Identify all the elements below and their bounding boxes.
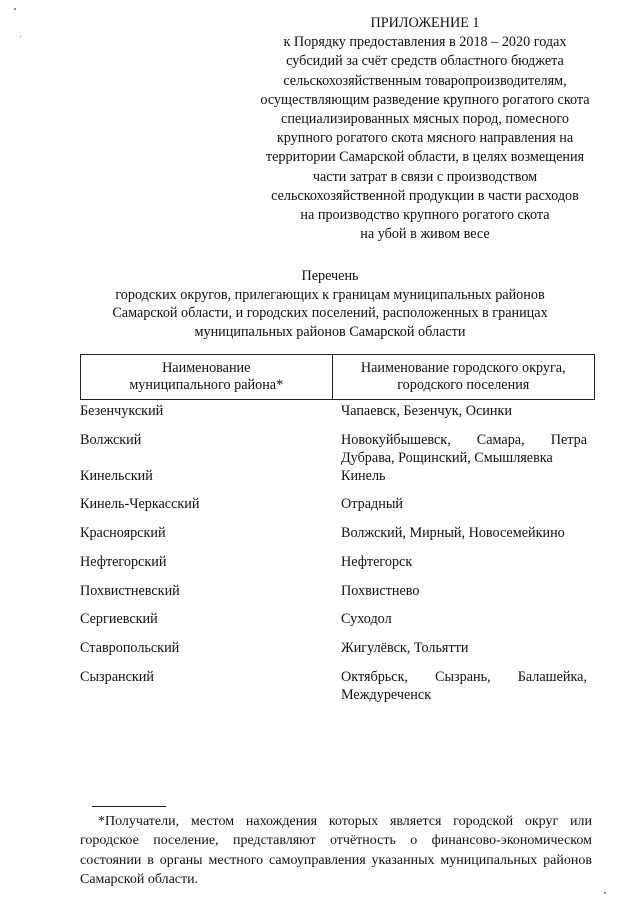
district-name: Кинель-Черкасский	[80, 496, 200, 512]
footnote-divider	[92, 806, 166, 807]
appendix-line: сельскохозяйственной продукции в части расходов	[271, 187, 579, 204]
list-subtitle-line: Самарской области, и городских поселений, расположенных в границах	[112, 305, 548, 322]
district-name: Кинельский	[80, 468, 153, 484]
appendix-line: сельскохозяйственным товаропроизводителям,	[283, 72, 567, 89]
district-name: Сергиевский	[80, 611, 158, 627]
header-settlement-column: Наименование городского округа, городского поселения	[360, 359, 566, 393]
districts-table	[80, 354, 595, 704]
scan-speck	[20, 36, 21, 37]
settlement-names: Отрадный	[341, 496, 403, 512]
appendix-line: части затрат в связи с производством	[312, 168, 538, 185]
footnote: *Получатели, местом нахождения которых является городской округ или городское поселение, представляют отчётность о финансово-экономическом состоянии в органы местного самоуправления указанных муниципальных районов Самарской области.	[80, 814, 592, 888]
settlement-names: Кинель	[341, 468, 386, 484]
district-name: Волжский	[80, 432, 142, 448]
settlement-names: Октябрьск, Сызрань, Балашейка, Междуреченск	[341, 669, 587, 704]
appendix-line: к Порядку предоставления в 2018 – 2020 годах	[283, 34, 567, 51]
appendix-line: на производство крупного рогатого скота	[300, 207, 550, 224]
appendix-header	[230, 14, 620, 244]
settlement-names: Жигулёвск, Тольятти	[341, 640, 469, 656]
list-heading	[60, 267, 600, 341]
settlement-names: Суходол	[341, 611, 392, 627]
appendix-line: на убой в живом весе	[360, 226, 490, 243]
appendix-line: субсидий за счёт средств областного бюджета	[286, 53, 564, 70]
settlement-names: Нефтегорск	[341, 554, 413, 570]
scan-speck	[604, 892, 606, 894]
appendix-line: крупного рогатого скота мясного направления на	[276, 130, 574, 147]
district-name: Ставропольский	[80, 640, 180, 656]
district-name: Нефтегорский	[80, 554, 167, 570]
list-subtitle-line: муниципальных районов Самарской области	[194, 323, 466, 340]
appendix-line: территории Самарской области, в целях возмещения	[265, 149, 585, 166]
district-name: Красноярский	[80, 525, 166, 541]
district-name: Безенчукский	[80, 403, 164, 419]
header-district-column: Наименование муниципального района*	[81, 355, 333, 399]
settlement-names: Похвистнево	[341, 583, 420, 599]
district-name: Сызранский	[80, 669, 154, 685]
list-title: Перечень	[301, 268, 359, 284]
settlement-names: Новокуйбышевск, Самара, Петра Дубрава, Рощинский, Смышляевка	[341, 432, 587, 467]
appendix-title: ПРИЛОЖЕНИЕ 1	[370, 15, 480, 31]
appendix-line: специализированных мясных пород, помесного	[281, 111, 569, 128]
appendix-line: осуществляющим разведение крупного рогатого скота	[260, 91, 590, 108]
list-subtitle-line: городских округов, прилегающих к границам муниципальных районов	[115, 286, 545, 303]
settlement-names: Волжский, Мирный, Новосемейкино	[341, 525, 565, 541]
scan-speck	[14, 8, 16, 10]
district-name: Похвистневский	[80, 583, 180, 599]
settlement-names: Чапаевск, Безенчук, Осинки	[341, 403, 512, 419]
table-header	[80, 354, 595, 400]
